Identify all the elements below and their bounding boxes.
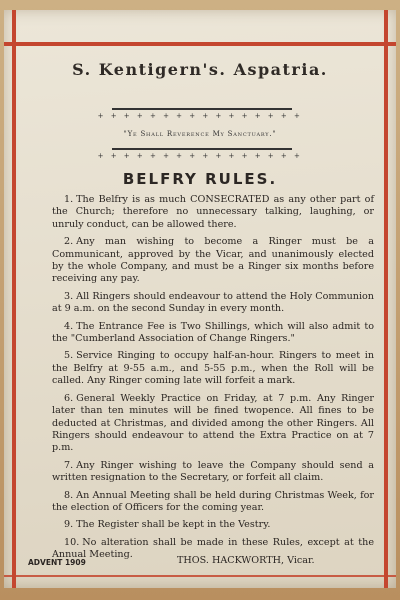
rule-item: 1. The Belfry is as much CONSECRATED as any other part of the Church; therefore no unnecessary talking, laughing, or unruly conduct, can be allowed there. [52,194,374,230]
rule-item: 3. All Ringers should endeavour to attend the Holy Communion at 9 a.m. on the second Sunday in every month. [52,290,374,315]
rule-item: 5. Service Ringing to occupy half-an-hour. Ringers to meet in the Belfry at 9-55 a.m., and 5-55 p.m., when the Roll will be called. Any Ringer coming late will forfeit a mark. [52,350,374,387]
rule-item: 10. No alteration shall be made in these Rules, except at the Annual Meeting. [52,536,374,561]
church-title: S. Kentigern's. Aspatria. [72,60,328,79]
rules-list [52,194,374,567]
motto: "Ye Shall Reverence My Sanctuary." [123,130,277,138]
rule-item: 7. Any Ringer wishing to leave the Company should send a written resignation to the Secretary, or forfeit all claim. [52,459,374,484]
title-rule [112,108,292,110]
belfry-rules-heading: BELFRY RULES. [122,170,278,188]
top-red-border [4,42,396,46]
ornament-row-top: + + + + + + + + + + + + + + + + [97,112,303,120]
bottom-red-border [4,575,396,577]
notice-card [4,10,396,588]
rule-item: 4. The Entrance Fee is Two Shillings, which will also admit to the "Cumberland Association of Change Ringers." [52,320,374,345]
vicar-signature: THOS. HACKWORTH, Vicar. [177,555,315,566]
rule-item: 9. The Register shall be kept in the Vestry. [64,519,271,531]
advent-date: ADVENT 1909 [28,558,86,567]
rule-item: 2. Any man wishing to become a Ringer must be a Communicant, approved by the Vicar, and unanimously elected by the whole Company, and must be a Ringer six months before receiving any pay. [52,236,374,285]
ornament-row-bottom: + + + + + + + + + + + + + + + + [97,152,303,160]
left-red-border [12,10,16,588]
rule-item: 6. General Weekly Practice on Friday, at 7 p.m. Any Ringer later than ten minutes will be fined twopence. All fines to be deducted at Christmas, and divided among the other Ringers. All Ringers should endeavour to attend the Extra Practice on at 7 p.m. [52,392,374,454]
rule-item: 8. An Annual Meeting shall be held during Christmas Week, for the election of Officers for the coming year. [52,489,374,513]
motto-rule [112,148,292,150]
right-red-border [384,10,388,588]
